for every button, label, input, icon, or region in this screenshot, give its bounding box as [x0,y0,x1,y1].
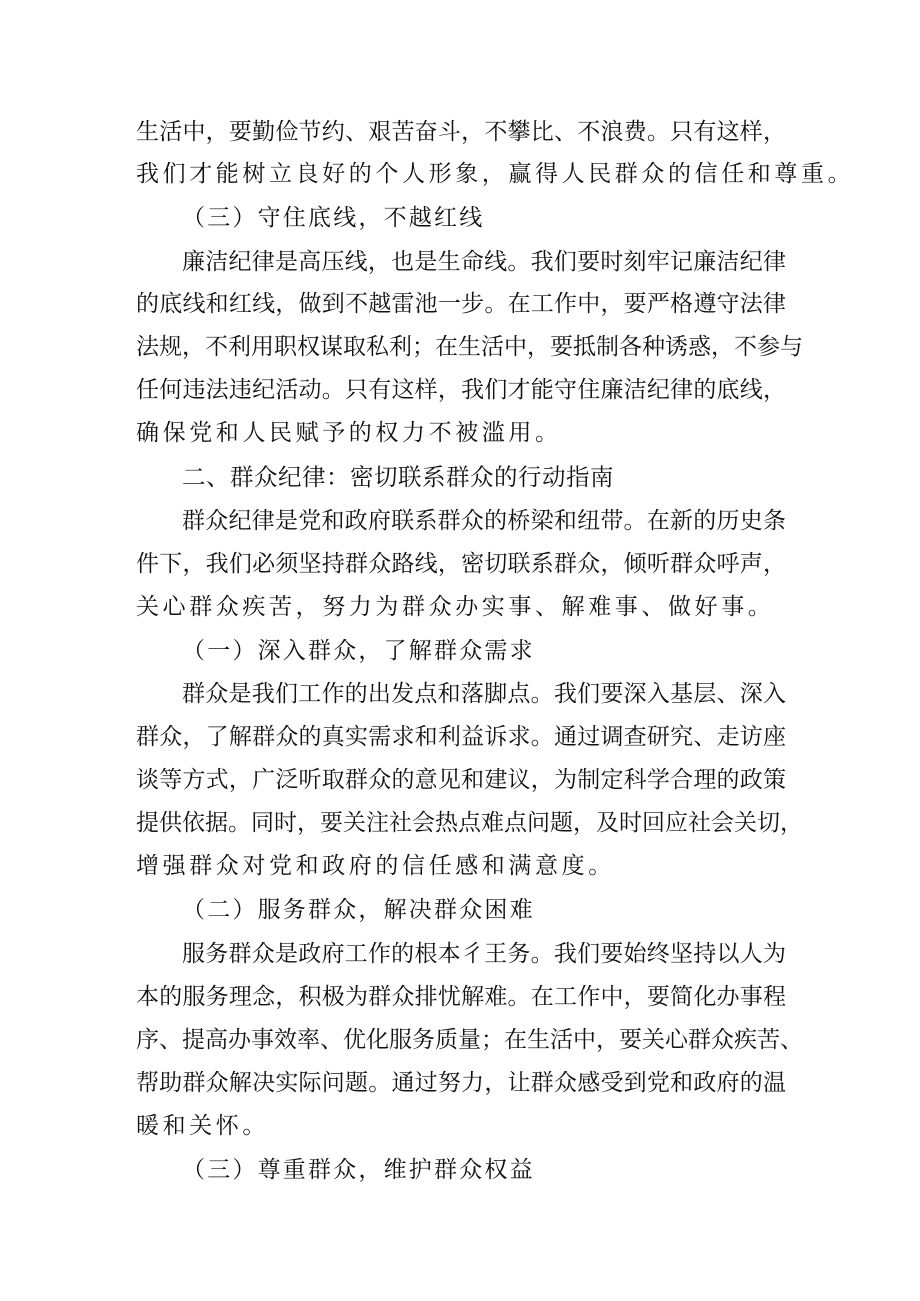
paragraph-line: 群众是我们工作的出发点和落脚点。我们要深入基层、深入 [182,681,786,707]
paragraph-line: 法规，不利用职权谋取私利；在生活中，要抵制各种诱惑，不参与 [136,334,803,360]
paragraph-line: 提供依据。同时，要关注社会热点难点问题，及时回应社会关切， [136,810,803,836]
paragraph-line: 确保党和人民赋予的权力不被滥用。 [136,420,562,446]
paragraph-line: 生活中，要勤俭节约、艰苦奋斗，不攀比、不浪费。只有这样， [136,119,786,145]
section-subheading: （一）深入群众，了解群众需求 [182,638,535,664]
paragraph-line: 群众，了解群众的真实需求和利益诉求。通过调查研究、走访座 [136,724,786,750]
paragraph-line: 群众纪律是党和政府联系群众的桥梁和纽带。在新的历史条 [182,508,786,534]
paragraph-line: 的底线和红线，做到不越雷池一步。在工作中，要严格遵守法律 [136,291,786,317]
paragraph-line: 增强群众对党和政府的信任感和满意度。 [136,853,615,879]
paragraph-line: 谈等方式，广泛听取群众的意见和建议，为制定科学合理的政策 [136,767,786,793]
paragraph-line: 廉洁纪律是高压线，也是生命线。我们要时刻牢记廉洁纪律 [182,249,786,275]
paragraph-line: 服务群众是政府工作的根本彳王务。我们要始终坚持以人为 [182,941,786,967]
paragraph-line: 帮助群众解决实际问题。通过努力，让群众感受到党和政府的温 [136,1070,786,1096]
paragraph-line: 我们才能树立良好的个人形象，赢得人民群众的信任和尊重。 [136,161,855,187]
paragraph-line: 暖和关怀。 [136,1113,269,1139]
paragraph-line: 关心群众疾苦，努力为群众办实事、解难事、做好事。 [136,594,775,620]
section-subheading: （三）守住底线，不越红线 [182,205,485,231]
section-subheading: （三）尊重群众，维护群众权益 [182,1157,535,1183]
section-heading: 二、群众纪律：密切联系群众的行动指南 [182,463,614,491]
paragraph-line: 本的服务理念，积极为群众排忧解难。在工作中，要简化办事程 [136,984,786,1010]
paragraph-line: 任何违法违纪活动。只有这样，我们才能守住廉洁纪律的底线， [136,377,786,403]
paragraph-line: 件下，我们必须坚持群众路线，密切联系群众，倾听群众呼声， [136,551,786,577]
paragraph-line: 序、提高办事效率、优化服务质量；在生活中，要关心群众疾苦、 [136,1027,803,1053]
section-subheading: （二）服务群众，解决群众困难 [182,897,535,923]
